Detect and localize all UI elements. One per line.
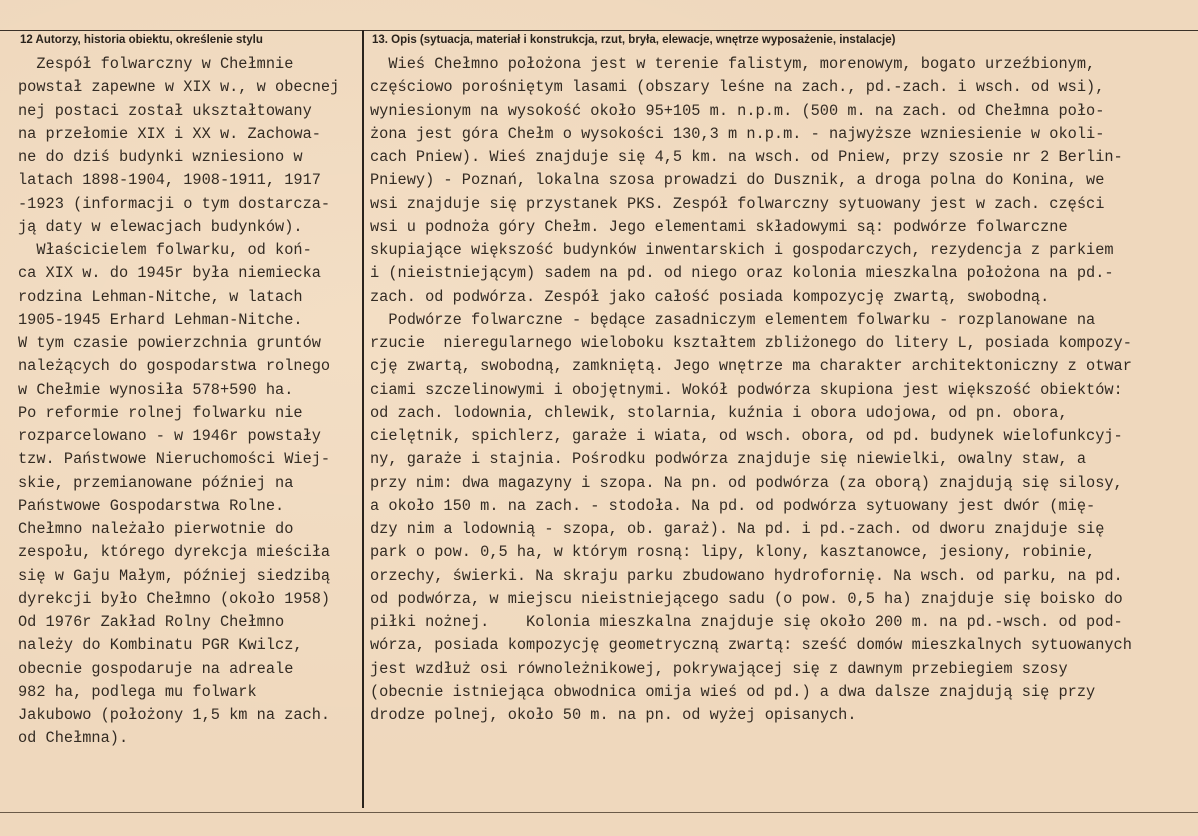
history-text-line: 982 ha, podlega mu folwark xyxy=(18,682,257,701)
history-text-line: Od 1976r Zakład Rolny Chełmno xyxy=(18,613,285,631)
history-text-line: się w Gaju Małym, później siedzibą xyxy=(18,566,331,585)
description-text-line: a około 150 m. na zach. - stodoła. Na pd. od podwórza sytuowany jest dwór (mię- xyxy=(370,496,1096,515)
description-text-line: ny, garaże i stajnia. Pośrodku podwórza znajduje się niewielki, owalny staw, a xyxy=(370,450,1087,469)
description-text-line: cach Pniew). Wieś znajduje się 4,5 km. na wsch. od Pniew, przy szosie nr 2 Berlin- xyxy=(370,148,1123,166)
history-text-line: ne do dziś budynki wzniesiono w xyxy=(18,148,303,166)
history-text-line: skie, przemianowane później na xyxy=(18,473,294,492)
history-text-line: rodzina Lehman-Nitche, w latach xyxy=(18,287,303,306)
top-rule xyxy=(0,30,1198,31)
section-12-header: 12 Autorzy, historia obiektu, określenie stylu xyxy=(20,34,263,46)
description-text-line: od podwórza, w miejscu nieistniejącego sadu (o pow. 0,5 ha) znajduje się boisko do xyxy=(370,589,1123,608)
history-text-line: W tym czasie powierzchnia gruntów xyxy=(18,334,321,352)
history-text-line: w Chełmie wynosiła 578+590 ha. xyxy=(18,380,294,399)
description-text-line: wsi u podnoża góry Chełm. Jego elementami składowymi są: podwórze folwarczne xyxy=(370,217,1068,236)
history-text-line: rozparcelowano - w 1946r powstały xyxy=(18,427,321,445)
description-text-line: piłki nożnej. Kolonia mieszkalna znajduje się około 200 m. na pd.-wsch. od pod- xyxy=(370,613,1123,631)
description-text-line: Wieś Chełmno położona jest w terenie falistym, morenowym, bogato urzeźbionym, xyxy=(370,55,1096,73)
history-text-line: nej postaci został ukształtowany xyxy=(18,101,312,120)
description-text-line: drodze polnej, około 50 m. na pn. od wyżej opisanych. xyxy=(370,706,857,724)
history-text-line: Po reformie rolnej folwarku nie xyxy=(18,403,303,422)
description-text-line: orzechy, świerki. Na skraju parku zbudowano hydrofornię. Na wsch. od parku, na pd. xyxy=(370,566,1123,585)
column-divider xyxy=(362,30,364,808)
history-text-line: tzw. Państwowe Nieruchomości Wiej- xyxy=(18,450,331,469)
history-text-line: dyrekcji było Chełmno (około 1958) xyxy=(18,589,331,608)
description-text-line: jest wzdłuż osi równoleżnikowej, pokrywającej się z dawnym przebiegiem szosy xyxy=(370,659,1068,678)
description-text-line: żona jest góra Chełm o wysokości 130,3 m n.p.m. - najwyższe wzniesienie w okoli- xyxy=(370,124,1105,143)
history-text-line: Chełmno należało pierwotnie do xyxy=(18,520,294,538)
history-text-column xyxy=(18,53,358,751)
history-text-line: Jakubowo (położony 1,5 km na zach. xyxy=(18,706,331,724)
history-text-line: należących do gospodarstwa rolnego xyxy=(18,357,331,376)
history-text-line: należy do Kombinatu PGR Kwilcz, xyxy=(18,636,303,655)
history-text-line: Właścicielem folwarku, od koń- xyxy=(18,241,312,259)
description-text-line: cję zwartą, swobodną, zamkniętą. Jego wnętrze ma charakter architektoniczny z otwar xyxy=(370,357,1132,376)
history-text-line: 1905-1945 Erhard Lehman-Nitche. xyxy=(18,310,303,329)
history-text-line: od Chełmna). xyxy=(18,729,129,748)
description-text-column xyxy=(370,53,1192,727)
description-text-line: Podwórze folwarczne - będące zasadniczym elementem folwarku - rozplanowane na xyxy=(370,310,1096,329)
description-text-line: częściowo porośniętym lasami (obszary leśne na zach., pd.-zach. i wsch. od wsi), xyxy=(370,78,1105,97)
history-text-line: -1923 (informacji o tym dostarcza- xyxy=(18,194,331,213)
description-text-line: dzy nim a lodownią - szopa, ob. garaż). Na pd. i pd.-zach. od dworu znajduje się xyxy=(370,520,1105,538)
description-text-line: Pniewy) - Poznań, lokalna szosa prowadzi do Dusznik, a droga polna do Konina, we xyxy=(370,171,1105,190)
section-13-header: 13. Opis (sytuacja, materiał i konstrukcja, rzut, bryła, elewacje, wnętrze wyposażenie, instalacje) xyxy=(372,34,896,46)
description-text-line: wsi znajduje się przystanek PKS. Zespół folwarczny sytuowany jest w zach. części xyxy=(370,194,1105,213)
description-text-line: i (nieistniejącym) sadem na pd. od niego oraz kolonia mieszkalna położona na pd.- xyxy=(370,264,1114,283)
bottom-rule xyxy=(0,812,1198,813)
description-text-line: od zach. lodownia, chlewik, stolarnia, kuźnia i obora udojowa, od pn. obora, xyxy=(370,403,1068,422)
description-text-line: cielętnik, spichlerz, garaże i wiata, od wsch. obora, od pd. budynek wielofunkcyj- xyxy=(370,427,1123,445)
history-text-line: Zespół folwarczny w Chełmnie xyxy=(18,55,294,73)
history-text-line: Państwowe Gospodarstwa Rolne. xyxy=(18,496,285,515)
history-text-line: ca XIX w. do 1945r była niemiecka xyxy=(18,264,321,283)
history-text-line: ją daty w elewacjach budynków). xyxy=(18,217,303,236)
history-text-line: zespołu, którego dyrekcja mieściła xyxy=(18,543,331,562)
description-text-line: rzucie nieregularnego wieloboku kształtem zbliżonego do litery L, posiada kompozy- xyxy=(370,334,1132,352)
history-text-line: powstał zapewne w XIX w., w obecnej xyxy=(18,78,340,97)
history-text-line: obecnie gospodaruje na adreale xyxy=(18,659,294,678)
description-text-line: przy nim: dwa magazyny i szopa. Na pn. od podwórza (za oborą) znajdują się silosy, xyxy=(370,473,1123,492)
description-text-line: wórza, posiada kompozycję geometryczną zwartą: sześć domów mieszkalnych sytuowanych xyxy=(370,636,1132,655)
description-text-line: ciami szczelinowymi i obojętnymi. Wokół podwórza skupiona jest większość obiektów: xyxy=(370,380,1123,399)
description-text-line: skupiające większość budynków inwentarskich i gospodarczych, rezydencja z parkiem xyxy=(370,241,1114,259)
history-text-line: na przełomie XIX i XX w. Zachowa- xyxy=(18,124,321,143)
description-text-line: zach. od podwórza. Zespół jako całość posiada kompozycję zwartą, swobodną. xyxy=(370,287,1050,306)
history-text-line: latach 1898-1904, 1908-1911, 1917 xyxy=(18,171,321,190)
description-text-line: wyniesionym na wysokość około 95+105 m. n.p.m. (500 m. na zach. od Chełmna poło- xyxy=(370,101,1105,120)
description-text-line: park o pow. 0,5 ha, w którym rosną: lipy, klony, kasztanowce, jesiony, robinie, xyxy=(370,543,1096,562)
description-text-line: (obecnie istniejąca obwodnica omija wieś od pd.) a dwa dalsze znajdują się przy xyxy=(370,682,1096,701)
